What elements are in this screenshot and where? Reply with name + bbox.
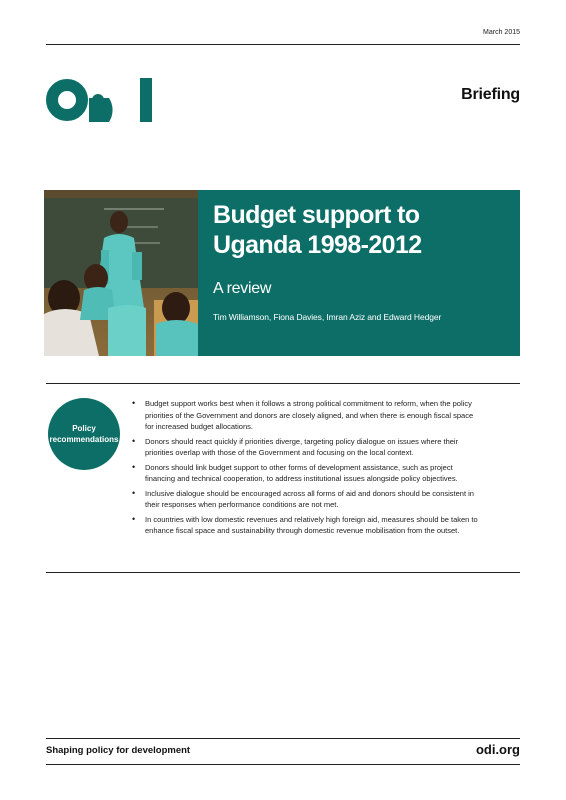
classroom-photo <box>44 190 198 356</box>
report-subtitle: A review <box>213 280 272 297</box>
title-panel <box>198 190 520 356</box>
title-line-1: Budget support to <box>213 201 420 229</box>
footer-site-link[interactable]: odi.org <box>475 742 520 757</box>
badge-label-line-2: recommendations <box>49 435 119 444</box>
recommendations-list <box>132 398 478 540</box>
section-divider-top <box>46 383 520 384</box>
report-title <box>213 200 508 260</box>
policy-recommendations-badge <box>48 398 120 470</box>
recommendation-item: • Budget support works best when it follows a strong political commitment to reform, when the policy priorities of the Government and donors are closely aligned, and when there is enough fiscal space for increased budget allocations. <box>132 398 478 433</box>
recommendation-item: • In countries with low domestic revenues and relatively high foreign aid, measures should be taken to enhance fiscal space and sustainability through domestic revenue mobilisation from the outset. <box>132 514 478 537</box>
title-line-2: Uganda 1998-2012 <box>213 231 422 259</box>
publication-date: March 2015 <box>483 29 520 36</box>
odi-logo <box>45 78 157 122</box>
footer-tagline: Shaping policy for development <box>46 745 191 756</box>
report-authors: Tim Williamson, Fiona Davies, Imran Aziz and Edward Hedger <box>213 312 442 322</box>
recommendation-item: • Inclusive dialogue should be encouraged across all forms of aid and donors should be consistent in their responses when performance conditions are not met. <box>132 488 478 511</box>
footer-divider-top <box>46 738 520 739</box>
recommendation-item: • Donors should react quickly if priorities diverge, targeting policy dialogue on issues where their priorities overlap with those of the Government and focusing on the local context. <box>132 436 478 459</box>
section-divider-bottom <box>46 572 520 573</box>
recommendation-item: • Donors should link budget support to other forms of development assistance, such as project financing and technical cooperation, to address institutional issues alongside policy objectives. <box>132 462 478 485</box>
document-type: Briefing <box>461 86 520 103</box>
badge-label-line-1: Policy <box>72 424 96 433</box>
footer-divider-bottom <box>46 764 520 765</box>
hero-banner <box>44 190 520 356</box>
top-divider <box>46 44 520 45</box>
